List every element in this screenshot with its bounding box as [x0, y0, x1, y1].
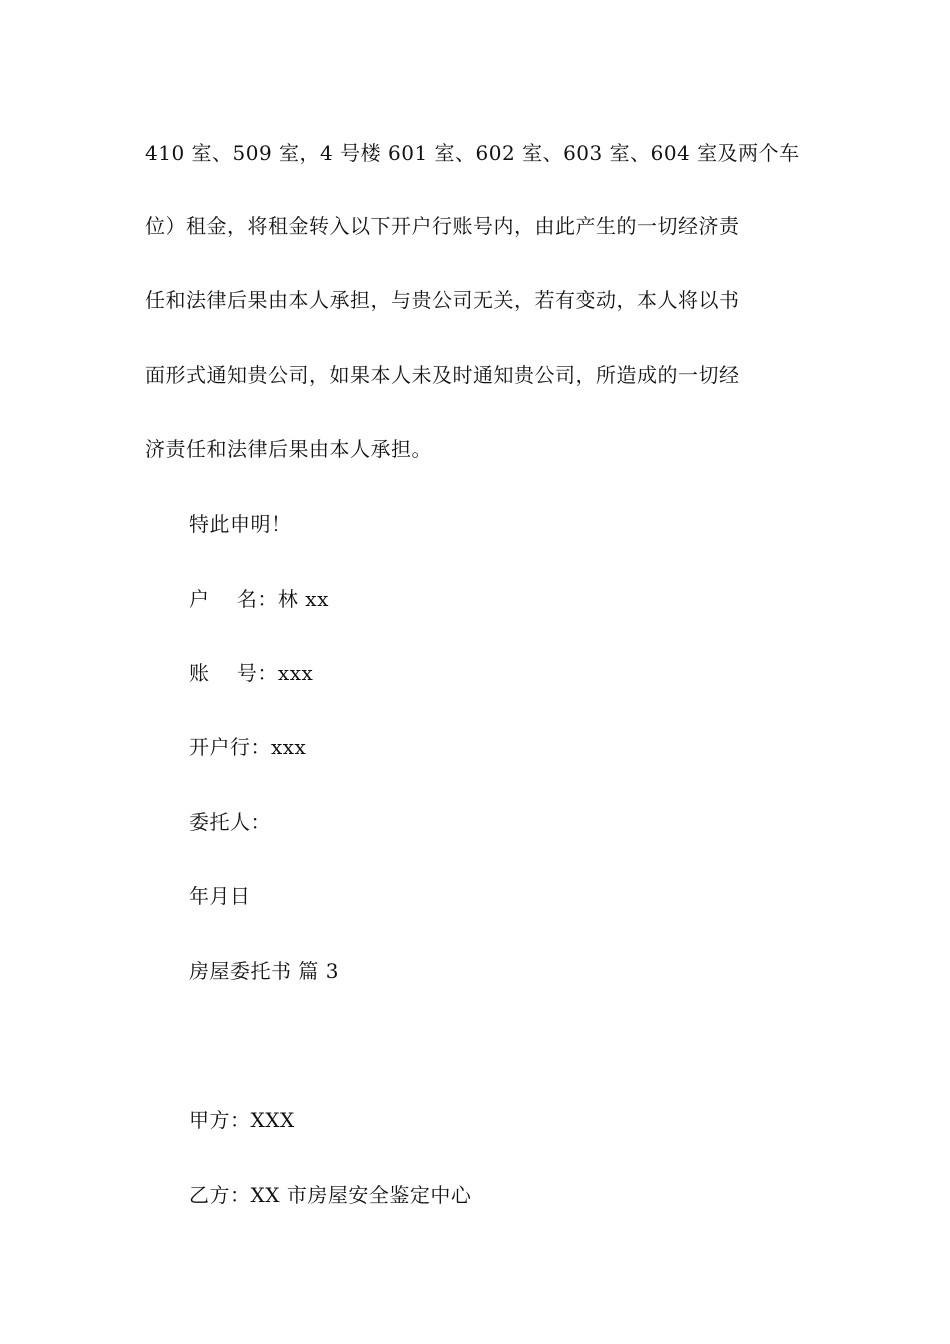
section-title: 房屋委托书 篇 3 — [189, 959, 339, 983]
account-name-field: 户 名：林 xx — [189, 587, 329, 611]
paragraph-line-4: 面形式通知贵公司，如果本人未及时通知贵公司，所造成的一切经 — [145, 363, 740, 387]
paragraph-line-1: 410 室、509 室，4 号楼 601 室、602 室、603 室、604 室及两个车 — [145, 141, 800, 165]
date-field: 年月日 — [189, 884, 251, 908]
paragraph-line-3: 任和法律后果由本人承担，与贵公司无关，若有变动，本人将以书 — [145, 288, 740, 312]
paragraph-line-5: 济责任和法律后果由本人承担。 — [145, 437, 432, 461]
party-b-field: 乙方：XX 市房屋安全鉴定中心 — [189, 1183, 472, 1207]
declaration-text: 特此申明！ — [189, 512, 292, 536]
bank-field: 开户行：xxx — [189, 735, 307, 759]
paragraph-line-2: 位）租金，将租金转入以下开户行账号内，由此产生的一切经济责 — [145, 214, 740, 238]
account-number-field: 账 号：xxx — [189, 661, 314, 685]
principal-field: 委托人： — [189, 810, 271, 834]
party-a-field: 甲方：XXX — [189, 1108, 295, 1132]
